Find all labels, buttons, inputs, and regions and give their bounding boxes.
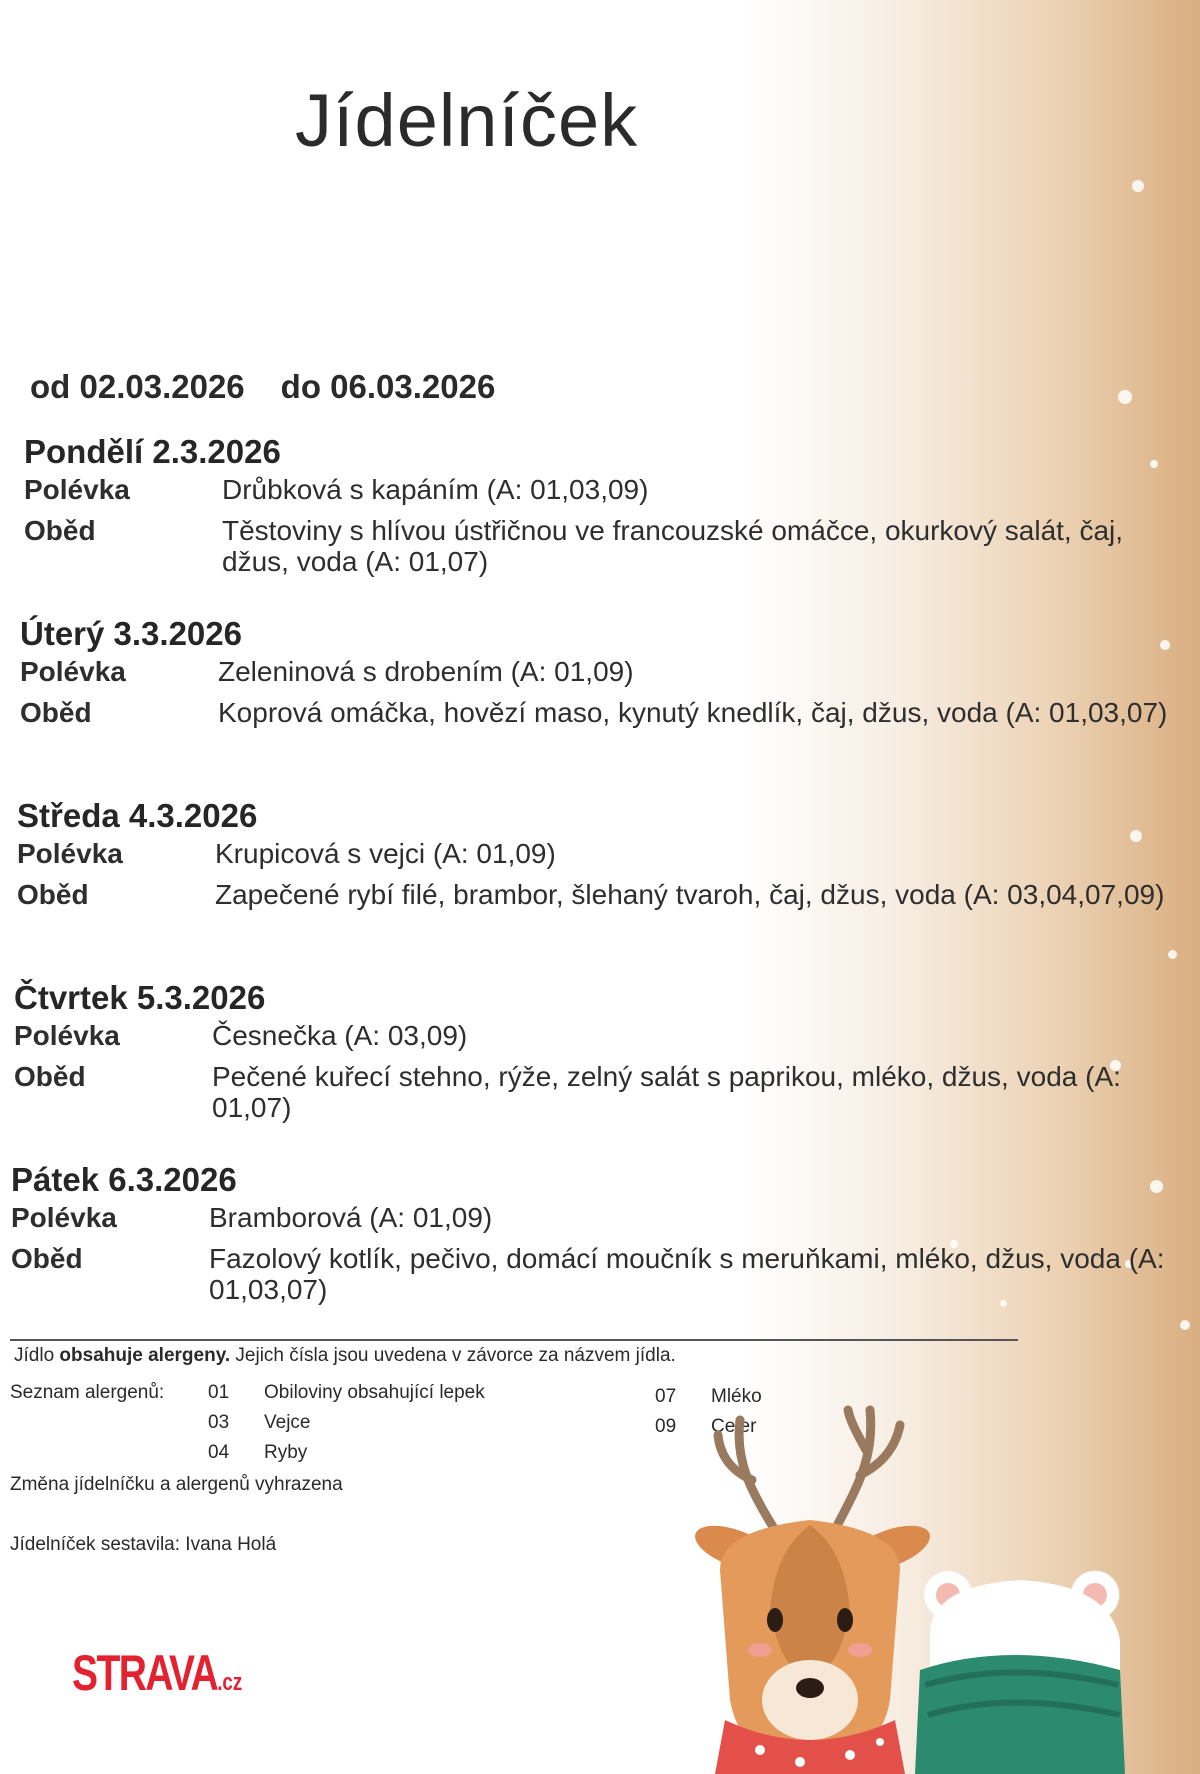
soup-text: Drůbková s kapáním (A: 01,03,09): [222, 474, 649, 505]
strava-logo: [72, 1644, 242, 1702]
allergen-code: 09: [655, 1416, 677, 1437]
lunch-row: [17, 879, 1197, 910]
lunch-text: Těstoviny s hlívou ústřičnou ve francouzské omáčce, okurkový salát, čaj, džus, voda (A: 01,07): [222, 515, 1124, 577]
day-tuesday: [20, 614, 1200, 728]
soup-label: Polévka: [14, 1020, 120, 1051]
allergen-note-suffix: Jejich čísla jsou uvedena v závorce za názvem jídla.: [230, 1345, 676, 1366]
day-thursday: [14, 978, 1194, 1123]
allergen-name: Ryby: [264, 1442, 308, 1463]
day-title: Pátek 6.3.2026: [11, 1161, 237, 1198]
soup-text: Zeleninová s drobením (A: 01,09): [218, 656, 634, 687]
soup-row: [17, 838, 1197, 869]
soup-label: Polévka: [17, 838, 123, 869]
soup-text: Bramborová (A: 01,09): [209, 1202, 493, 1233]
soup-text: Krupicová s vejci (A: 01,09): [215, 838, 556, 869]
reindeer-bear-illustration: [680, 1370, 1200, 1774]
soup-label: Polévka: [11, 1202, 117, 1233]
author-note: Jídelníček sestavila: Ivana Holá: [10, 1534, 277, 1555]
allergen-name: Obiloviny obsahující lepek: [264, 1382, 485, 1403]
reindeer-muzzle: [762, 1660, 858, 1740]
soup-text: Česnečka (A: 03,09): [212, 1020, 468, 1051]
soup-label: Polévka: [24, 474, 130, 505]
allergen-code: 07: [655, 1386, 677, 1407]
soup-row: [14, 1020, 1194, 1051]
lunch-text: Zapečené rybí filé, brambor, šlehaný tvaroh, čaj, džus, voda (A: 03,04,07,09): [215, 879, 1165, 910]
allergen-list-title: Seznam alergenů:: [10, 1382, 165, 1403]
lunch-row: [11, 1243, 1191, 1305]
lunch-text: Koprová omáčka, hovězí maso, kynutý knedlík, čaj, džus, voda (A: 01,03,07): [218, 697, 1168, 728]
lunch-label: Oběd: [20, 697, 92, 728]
lunch-row: [20, 697, 1200, 728]
reindeer-eye-icon: [767, 1608, 783, 1632]
allergen-note-bold: obsahuje alergeny.: [59, 1345, 231, 1366]
lunch-label: Oběd: [17, 879, 89, 910]
allergen-code: 01: [208, 1382, 230, 1403]
day-title: Čtvrtek 5.3.2026: [14, 979, 266, 1016]
reindeer-nose-icon: [796, 1678, 824, 1698]
change-note: Změna jídelníčku a alergenů vyhrazena: [10, 1474, 343, 1495]
lunch-label: Oběd: [11, 1243, 83, 1274]
page-title: Jídelníček: [295, 78, 639, 162]
lunch-label: Oběd: [14, 1061, 86, 1092]
soup-row: [24, 474, 1200, 505]
allergen-name: Vejce: [264, 1412, 311, 1433]
lunch-row: [24, 515, 1200, 577]
lunch-row: [14, 1061, 1194, 1123]
logo-main-text: STRAVA: [72, 1645, 218, 1701]
allergen-note-prefix: Jídlo: [14, 1345, 60, 1366]
soup-label: Polévka: [20, 656, 126, 687]
day-friday: [11, 1160, 1191, 1305]
date-range: [30, 368, 495, 406]
day-title: Úterý 3.3.2026: [20, 615, 242, 652]
date-to: do 06.03.2026: [280, 368, 496, 405]
allergen-item: [208, 1442, 307, 1464]
day-title: Pondělí 2.3.2026: [24, 433, 281, 470]
allergen-code: 03: [208, 1412, 230, 1433]
day-title: Středa 4.3.2026: [17, 797, 258, 834]
logo-tld-text: .cz: [217, 1669, 243, 1696]
soup-row: [20, 656, 1200, 687]
lunch-text: Pečené kuřecí stehno, rýže, zelný salát s paprikou, mléko, džus, voda (A: 01,07): [212, 1061, 1121, 1123]
allergen-note: [14, 1345, 676, 1367]
day-wednesday: [17, 796, 1197, 910]
date-from: od 02.03.2026: [30, 368, 245, 405]
allergen-item: [208, 1412, 310, 1434]
lunch-label: Oběd: [24, 515, 96, 546]
allergen-name: Celer: [711, 1416, 757, 1437]
soup-row: [11, 1202, 1191, 1233]
reindeer-eye-icon: [837, 1608, 853, 1632]
footer-divider: [10, 1339, 1018, 1341]
allergen-name: Mléko: [711, 1386, 762, 1407]
allergen-code: 04: [208, 1442, 230, 1463]
day-monday: [24, 432, 1200, 577]
lunch-text: Fazolový kotlík, pečivo, domácí moučník s meruňkami, mléko, džus, voda (A: 01,03,07): [209, 1243, 1165, 1305]
allergen-item: [208, 1382, 485, 1404]
antlers-icon: [718, 1410, 900, 1530]
